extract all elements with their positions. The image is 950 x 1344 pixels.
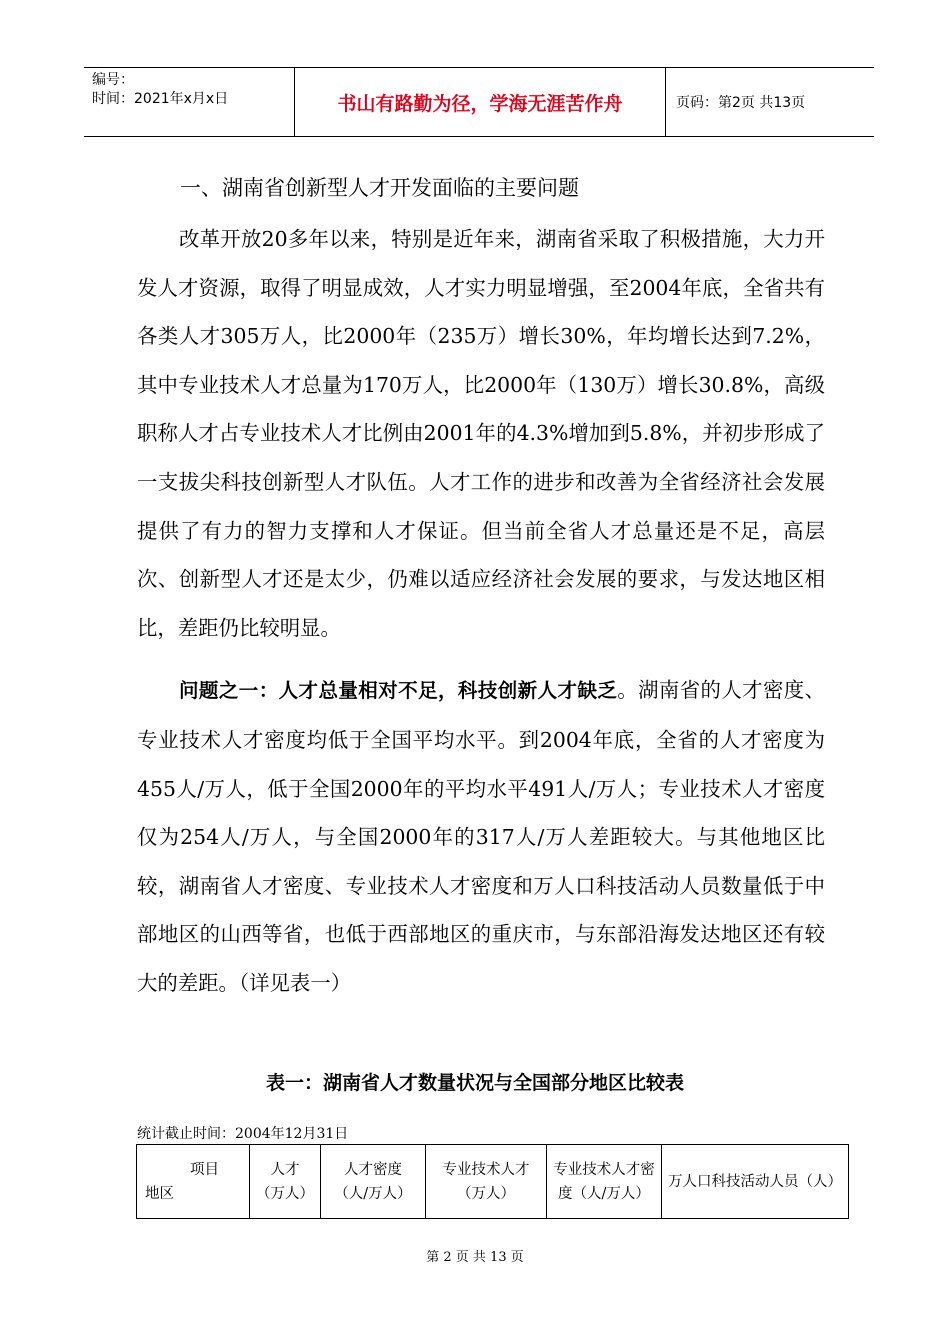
header-page-info: 页码：第2页 共13页 bbox=[676, 95, 806, 111]
corner-bottom-label: 地区 bbox=[145, 1185, 174, 1202]
page-footer: 第 2 页 共 13 页 bbox=[426, 1250, 524, 1265]
column-header-line: 专业技术人才 bbox=[442, 1161, 530, 1178]
column-header-talent bbox=[250, 1145, 321, 1219]
column-header-line: 万人口科技活动人员（人） bbox=[668, 1173, 842, 1190]
column-header-line: 人才密度 bbox=[344, 1161, 402, 1178]
header-number: 编号： bbox=[92, 72, 134, 88]
section-heading: 一、湖南省创新型人才开发面临的主要问题 bbox=[180, 176, 579, 200]
header-page-info-cell bbox=[666, 68, 874, 136]
paragraph-2 bbox=[137, 666, 825, 1007]
stat-date: 统计截止时间：2004年12月31日 bbox=[137, 1126, 349, 1142]
corner-top-label: 项目 bbox=[190, 1161, 219, 1178]
table-header-row bbox=[137, 1145, 849, 1219]
paragraph-2-text: 。湖南省的人才密度、专业技术人才密度均低于全国平均水平。到2004年底，全省的人才密度为455人/万人，低于全国2000年的平均水平491人/万人；专业技术人才密度仅为254人/万人，与全国2000年的317人/万人差距较大。与其他地区比较，湖南省人才密度、专业技术人才密度和万人口科技活动人员数量低于中部地区的山西等省，也低于西部地区的重庆市，与东部沿海发达地区还有较大的差距。（详见表一） bbox=[137, 678, 825, 995]
header-motto: 书山有路勤为径，学海无涯苦作舟 bbox=[337, 92, 623, 115]
column-header-line: （万人） bbox=[256, 1185, 314, 1202]
corner-cell bbox=[137, 1145, 250, 1219]
header-time: 时间：2021年x月x日 bbox=[92, 91, 229, 107]
page-header bbox=[84, 67, 874, 137]
column-header-line: 专业技术人才密度（人/万人） bbox=[553, 1161, 655, 1202]
comparison-table bbox=[136, 1144, 849, 1219]
problem-one-title: 问题之一：人才总量相对不足，科技创新人才缺乏 bbox=[179, 679, 618, 703]
column-header-line: （万人） bbox=[457, 1185, 515, 1202]
paragraph-1: 改革开放20多年以来，特别是近年来，湖南省采取了积极措施，大力开发人才资源，取得了明显成效，人才实力明显增强，至2004年底，全省共有各类人才305万人，比2000年（235万）增长30%，年均增长达到7.2%，其中专业技术人才总量为170万人，比2000年（130万）增长30.8%，高级职称人才占专业技术人才比例由2001年的4.3%增加到5.8%，并初步形成了一支拔尖科技创新型人才队伍。人才工作的进步和改善为全省经济社会发展提供了有力的智力支撑和人才保证。但当前全省人才总量还是不足，高层次、创新型人才还是太少，仍难以适应经济社会发展的要求，与发达地区相比，差距仍比较明显。 bbox=[137, 227, 825, 640]
column-header-sci-tech-staff bbox=[662, 1145, 849, 1219]
column-header-professional-talent bbox=[426, 1145, 547, 1219]
column-header-line: 人才 bbox=[270, 1161, 300, 1178]
column-header-talent-density bbox=[321, 1145, 426, 1219]
header-motto-cell bbox=[294, 68, 666, 136]
column-header-line: （人/万人） bbox=[334, 1185, 412, 1202]
table-title: 表一：湖南省人才数量状况与全国部分地区比较表 bbox=[265, 1072, 684, 1094]
column-header-professional-density bbox=[547, 1145, 662, 1219]
body-text bbox=[137, 215, 825, 1008]
header-meta bbox=[84, 68, 294, 136]
